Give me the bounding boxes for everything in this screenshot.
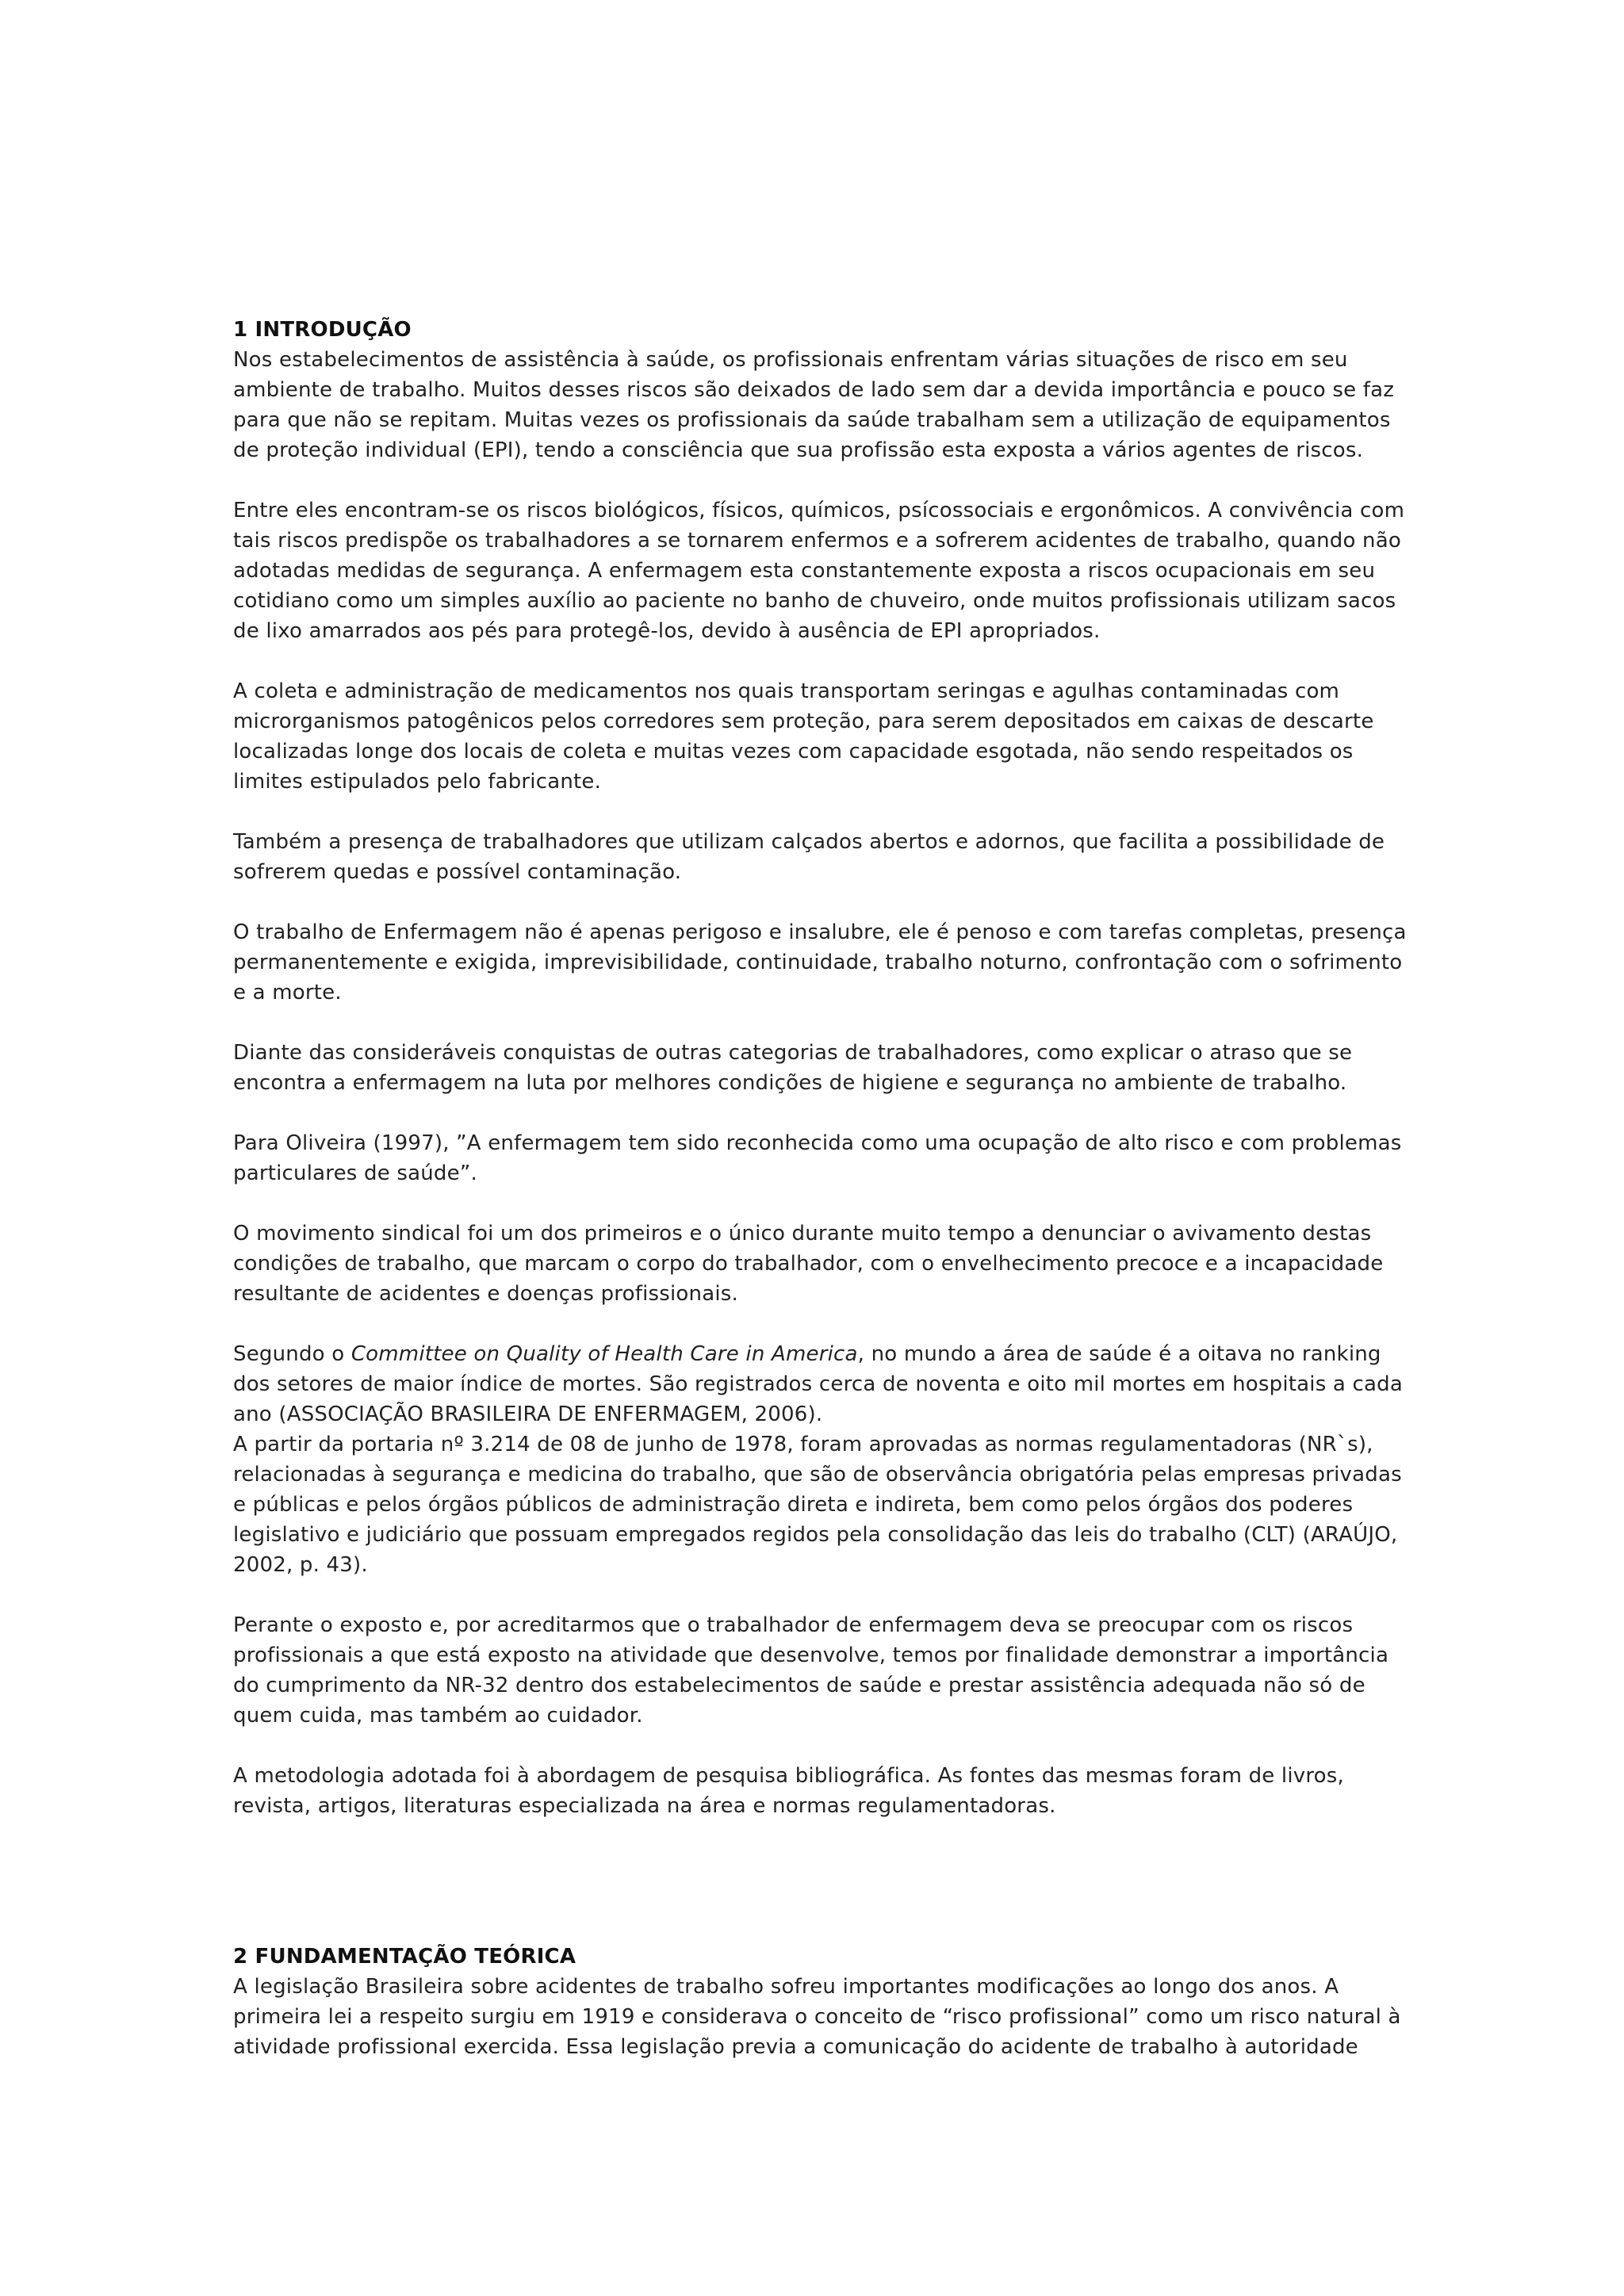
paragraph: Perante o exposto e, por acreditarmos que o trabalhador de enfermagem deva se preocupar com os riscos profissionais a que está exposto na atividade que desenvolve, temos por finalidade demonstrar a importância do cumprimento da NR-32 dentro dos estabelecimentos de saúde e prestar assistência adequada não só de quem cuida, mas também ao cuidador. xyxy=(233,1613,1389,1728)
paragraph: Também a presença de trabalhadores que utilizam calçados abertos e adornos, que facilita a possibilidade de sofrerem quedas e possível contaminação. xyxy=(233,830,1385,884)
paragraph: A coleta e administração de medicamentos nos quais transportam seringas e agulhas contaminadas com microrganismos patogênicos pelos corredores sem proteção, para serem depositados em caixas de descarte localizadas longe dos locais de coleta e muitas vezes com capacidade esgotada, não sendo respeitados os limites estipulados pelo fabricante. xyxy=(233,679,1374,794)
committee-name: Committee on Quality of Health Care in America xyxy=(350,1342,858,1366)
section-2-heading: 2 FUNDAMENTAÇÃO TEÓRICA xyxy=(233,1945,576,1969)
paragraph: Diante das consideráveis conquistas de outras categorias de trabalhadores, como explicar o atraso que se encontra a enfermagem na luta por melhores condições de higiene e segurança no ambiente de trabalho. xyxy=(233,1041,1353,1095)
paragraph: O trabalho de Enfermagem não é apenas perigoso e insalubre, ele é penoso e com tarefas completas, presença permanentemente e exigida, imprevisibilidade, continuidade, trabalho noturno, confrontação com o sofrimento e a morte. xyxy=(233,920,1407,1004)
document-body xyxy=(233,315,1410,2062)
paragraph-committee xyxy=(233,1339,1410,1429)
paragraph: Entre eles encontram-se os riscos biológicos, físicos, químicos, psícossociais e ergonômicos. A convivência com tais riscos predispõe os trabalhadores a se tornarem enfermos e a sofrerem acidentes de trabalho, quando não adotadas medidas de segurança. A enfermagem esta constantemente exposta a riscos ocupacionais em seu cotidiano como um simples auxílio ao paciente no banho de chuveiro, onde muitos profissionais utilizam sacos de lixo amarrados aos pés para protegê-los, devido à ausência de EPI apropriados. xyxy=(233,499,1405,643)
section-1-heading: 1 INTRODUÇÃO xyxy=(233,318,412,342)
paragraph: Nos estabelecimentos de assistência à saúde, os profissionais enfrentam várias situações de risco em seu ambiente de trabalho. Muitos desses riscos são deixados de lado sem dar a devida importância e pouco se faz para que não se repitam. Muitas vezes os profissionais da saúde trabalham sem a utilização de equipamentos de proteção individual (EPI), tendo a consciência que sua profissão esta exposta a vários agentes de riscos. xyxy=(233,348,1395,462)
paragraph-portaria: A partir da portaria nº 3.214 de 08 de junho de 1978, foram aprovadas as normas regulamentadoras (NR`s), relacionadas à segurança e medicina do trabalho, que são de observância obrigatória pelas empresas privadas e públicas e pelos órgãos públicos de administração direta e indireta, bem como pelos órgãos dos poderes legislativo e judiciário que possuam empregados regidos pela consolidação das leis do trabalho (CLT) (ARAÚJO, 2002, p. 43). xyxy=(233,1433,1402,1577)
section-spacer xyxy=(233,1821,1410,1942)
paragraph: Para Oliveira (1997), ”A enfermagem tem sido reconhecida como uma ocupação de alto risco e com problemas particulares de saúde”. xyxy=(233,1131,1402,1185)
paragraph: O movimento sindical foi um dos primeiros e o único durante muito tempo a denunciar o avivamento destas condições de trabalho, que marcam o corpo do trabalhador, com o envelhecimento precoce e a incapacidade resultante de acidentes e doenças profissionais. xyxy=(233,1222,1384,1306)
paragraph: A legislação Brasileira sobre acidentes de trabalho sofreu importantes modificações ao longo dos anos. A primeira lei a respeito surgiu em 1919 e considerava o conceito de “risco profissional” como um risco natural à atividade profissional exercida. Essa legislação previa a comunicação do acidente de trabalho à autoridade xyxy=(233,1975,1401,2059)
paragraph-committee-prefix: Segundo o xyxy=(233,1342,351,1366)
paragraph-committee-suffix: , no mundo a área de saúde é a oitava no ranking dos setores de maior índice de mortes. São registrados cerca de noventa e oito mil mortes em hospitais a cada ano (ASSOCIAÇÃO BRASILEIRA DE ENFERMAGEM, 2006). xyxy=(233,1342,1403,1426)
paragraph-metodologia: A metodologia adotada foi à abordagem de pesquisa bibliográfica. As fontes das mesmas foram de livros, revista, artigos, literaturas especializada na área e normas regulamentadoras. xyxy=(233,1764,1345,1818)
